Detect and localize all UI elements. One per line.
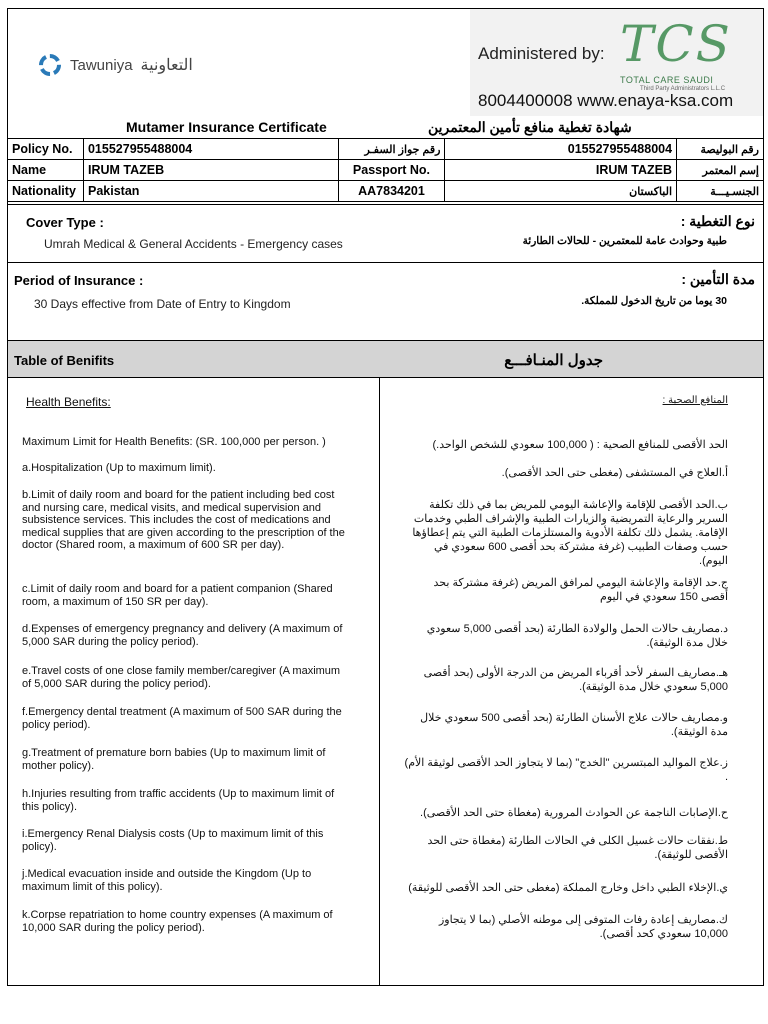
list-item: ج.حد الإقامة والإعاشة اليومي لمرافق المريض (غرفة مشتركة بحد أقصى 150 سعودي في اليوم — [433, 577, 728, 603]
tcs-logo-name: TOTAL CARE SAUDI — [620, 75, 714, 85]
cover-type-label: Cover Type : — [26, 215, 104, 230]
period-section — [8, 262, 763, 340]
passport-no-label: Passport No. — [338, 160, 445, 181]
certificate-title-ar: شهادة تغطية منافع تأمين المعتمرين — [428, 119, 632, 135]
nationality-label: Nationality — [8, 181, 84, 202]
list-item: f.Emergency dental treatment (A maximum of 500 SAR during the policy period). — [22, 706, 342, 731]
list-item: c.Limit of daily room and board for a patient companion (Shared room, a maximum of 150 SR per day). — [22, 583, 333, 608]
administrator-contact: 8004400008 www.enaya-ksa.com — [478, 91, 734, 110]
policy-no-label-ar: رقم البوليصة — [677, 139, 764, 160]
nationality-value: Pakistan — [83, 181, 338, 202]
list-item: Maximum Limit for Health Benefits: (SR. 100,000 per person. ) — [22, 436, 326, 448]
list-item: g.Treatment of premature born babies (Up to maximum limit of mother policy). — [22, 747, 326, 772]
name-value: IRUM TAZEB — [83, 160, 338, 181]
list-item: e.Travel costs of one close family member/caregiver (A maximum of 5,000 SAR during the policy period). — [22, 665, 341, 690]
list-item: h.Injuries resulting from traffic accidents (Up to maximum limit of this policy). — [22, 788, 335, 813]
nationality-value-ar: الباكستان — [445, 181, 677, 202]
policy-no-value: 015527955488004 — [83, 139, 338, 160]
logo-text-en: Tawuniya — [70, 56, 133, 74]
passport-no-label-ar: رقم جواز السفـر — [338, 139, 445, 160]
benefits-body — [8, 378, 763, 986]
certificate-title-en: Mutamer Insurance Certificate — [126, 119, 327, 135]
tawuniya-logo-icon — [38, 53, 62, 77]
cover-type-label-ar: نوع التغطية : — [680, 213, 755, 229]
cover-type-value: Umrah Medical & General Accidents - Emergency cases — [44, 237, 343, 251]
list-item: ي.الإخلاء الطبي داخل وخارج المملكة (مغطى حتى الحد الأقصى للوثيقة) — [408, 882, 728, 894]
list-item: و.مصاريف حالات علاج الأسنان الطارئة (بحد أقصى 500 سعودي خلال مدة الوثيقة). — [420, 712, 728, 738]
table-row — [8, 139, 764, 160]
tcs-logo-tagline: Third Party Administrators L.L.C — [640, 86, 726, 92]
list-item: د.مصاريف حالات الحمل والولادة الطارئة (بحد أقصى 5,000 سعودي خلال مدة الوثيقة). — [426, 623, 728, 649]
policy-no-label: Policy No. — [8, 139, 84, 160]
policy-no-value-ar-side: 015527955488004 — [445, 139, 677, 160]
title-row — [8, 116, 763, 138]
tcs-logo: TCS — [620, 15, 732, 73]
name-label-ar: إسم المعتمر — [677, 160, 764, 181]
cover-type-section — [8, 204, 763, 262]
nationality-label-ar: الجنسـيـــة — [677, 181, 764, 202]
policy-info-table — [7, 138, 764, 202]
tawuniya-logo — [38, 53, 193, 77]
list-item: أ.العلاج في المستشفى (مغطى حتى الحد الأقصى). — [501, 467, 728, 479]
certificate-page — [7, 8, 764, 986]
list-item: الحد الأقصى للمنافع الصحية : ( 100,000 سعودي للشخص الواحد.) — [432, 439, 728, 451]
period-label-ar: مدة التأمين : — [681, 271, 755, 287]
column-divider — [379, 378, 380, 986]
list-item: a.Hospitalization (Up to maximum limit). — [22, 462, 216, 474]
header — [8, 9, 763, 116]
list-item: b.Limit of daily room and board for the patient including bed cost and nursing care, medical visits, and medical supervision and subsistence services. This includes the cost of medications and medical supplies that are given according to the prescription of the doctor (Shared room, a maximum of 600 SR per day). — [22, 489, 345, 551]
list-item: ك.مصاريف إعادة رفات المتوفى إلى موطنه الأصلي (بما لا يتجاوز 10,000 سعودي كحد أقصى). — [438, 914, 728, 940]
list-item: j.Medical evacuation inside and outside the Kingdom (Up to maximum limit of this policy). — [22, 868, 312, 893]
list-item: ز.علاج المواليد المبتسرين "الخدج" (بما لا يتجاوز الحد الأقصى لوثيقة الأم) . — [404, 757, 728, 783]
passport-no-value: AA7834201 — [338, 181, 445, 202]
list-item: ب.الحد الأقصى للإقامة والإعاشة اليومي للمريض بما في ذلك تكلفة السرير والرعاية التمريضية والزيارات الطبية والإشراف الطبي وخدمات الإقامة. يشمل ذلك تكلفة الأدوية والمستلزمات الطبية التي يتم إعطاؤها حسب وصفات الطبيب (غرفة مشتركة بحد أقصى 600 سعودي في اليوم). — [412, 499, 728, 567]
benefits-title-ar: جدول المنـافـــع — [504, 352, 603, 369]
benefits-title-en: Table of Benifits — [14, 353, 115, 368]
health-benefits-heading: Health Benefits: — [26, 395, 111, 409]
list-item: d.Expenses of emergency pregnancy and delivery (A maximum of 5,000 SAR during the policy period). — [22, 623, 343, 648]
period-value: 30 Days effective from Date of Entry to Kingdom — [34, 297, 291, 311]
list-item: ط.نفقات حالات غسيل الكلى في الحالات الطارئة (مغطاة حتى الحد الأقصى للوثيقة). — [427, 835, 728, 861]
table-row — [8, 160, 764, 181]
logo-text-ar: التعاونية — [140, 57, 193, 74]
health-benefits-heading-ar: المنافع الصحية : — [662, 395, 728, 406]
list-item: i.Emergency Renal Dialysis costs (Up to maximum limit of this policy). — [22, 828, 324, 853]
list-item: k.Corpse repatriation to home country expenses (A maximum of 10,000 SAR during the policy period). — [22, 909, 333, 934]
list-item: ح.الإصابات الناجمة عن الحوادث المرورية (مغطاة حتى الحد الأقصى). — [420, 807, 728, 819]
administrator-box — [470, 9, 763, 116]
benefits-header — [8, 340, 763, 378]
name-label: Name — [8, 160, 84, 181]
cover-type-value-ar: طبية وحوادث عامة للمعتمرين - للحالات الطارئة — [522, 235, 727, 247]
period-label: Period of Insurance : — [14, 273, 144, 288]
period-value-ar: 30 يوما من تاريخ الدخول للمملكة. — [581, 295, 727, 307]
list-item: هـ.مصاريف السفر لأحد أقرباء المريض من الدرجة الأولى (بحد أقصى 5,000 سعودي خلال مدة الوثيقة). — [423, 667, 728, 693]
name-value-ar-side: IRUM TAZEB — [445, 160, 677, 181]
table-row — [8, 181, 764, 202]
administered-by-label: Administered by: — [478, 44, 605, 63]
